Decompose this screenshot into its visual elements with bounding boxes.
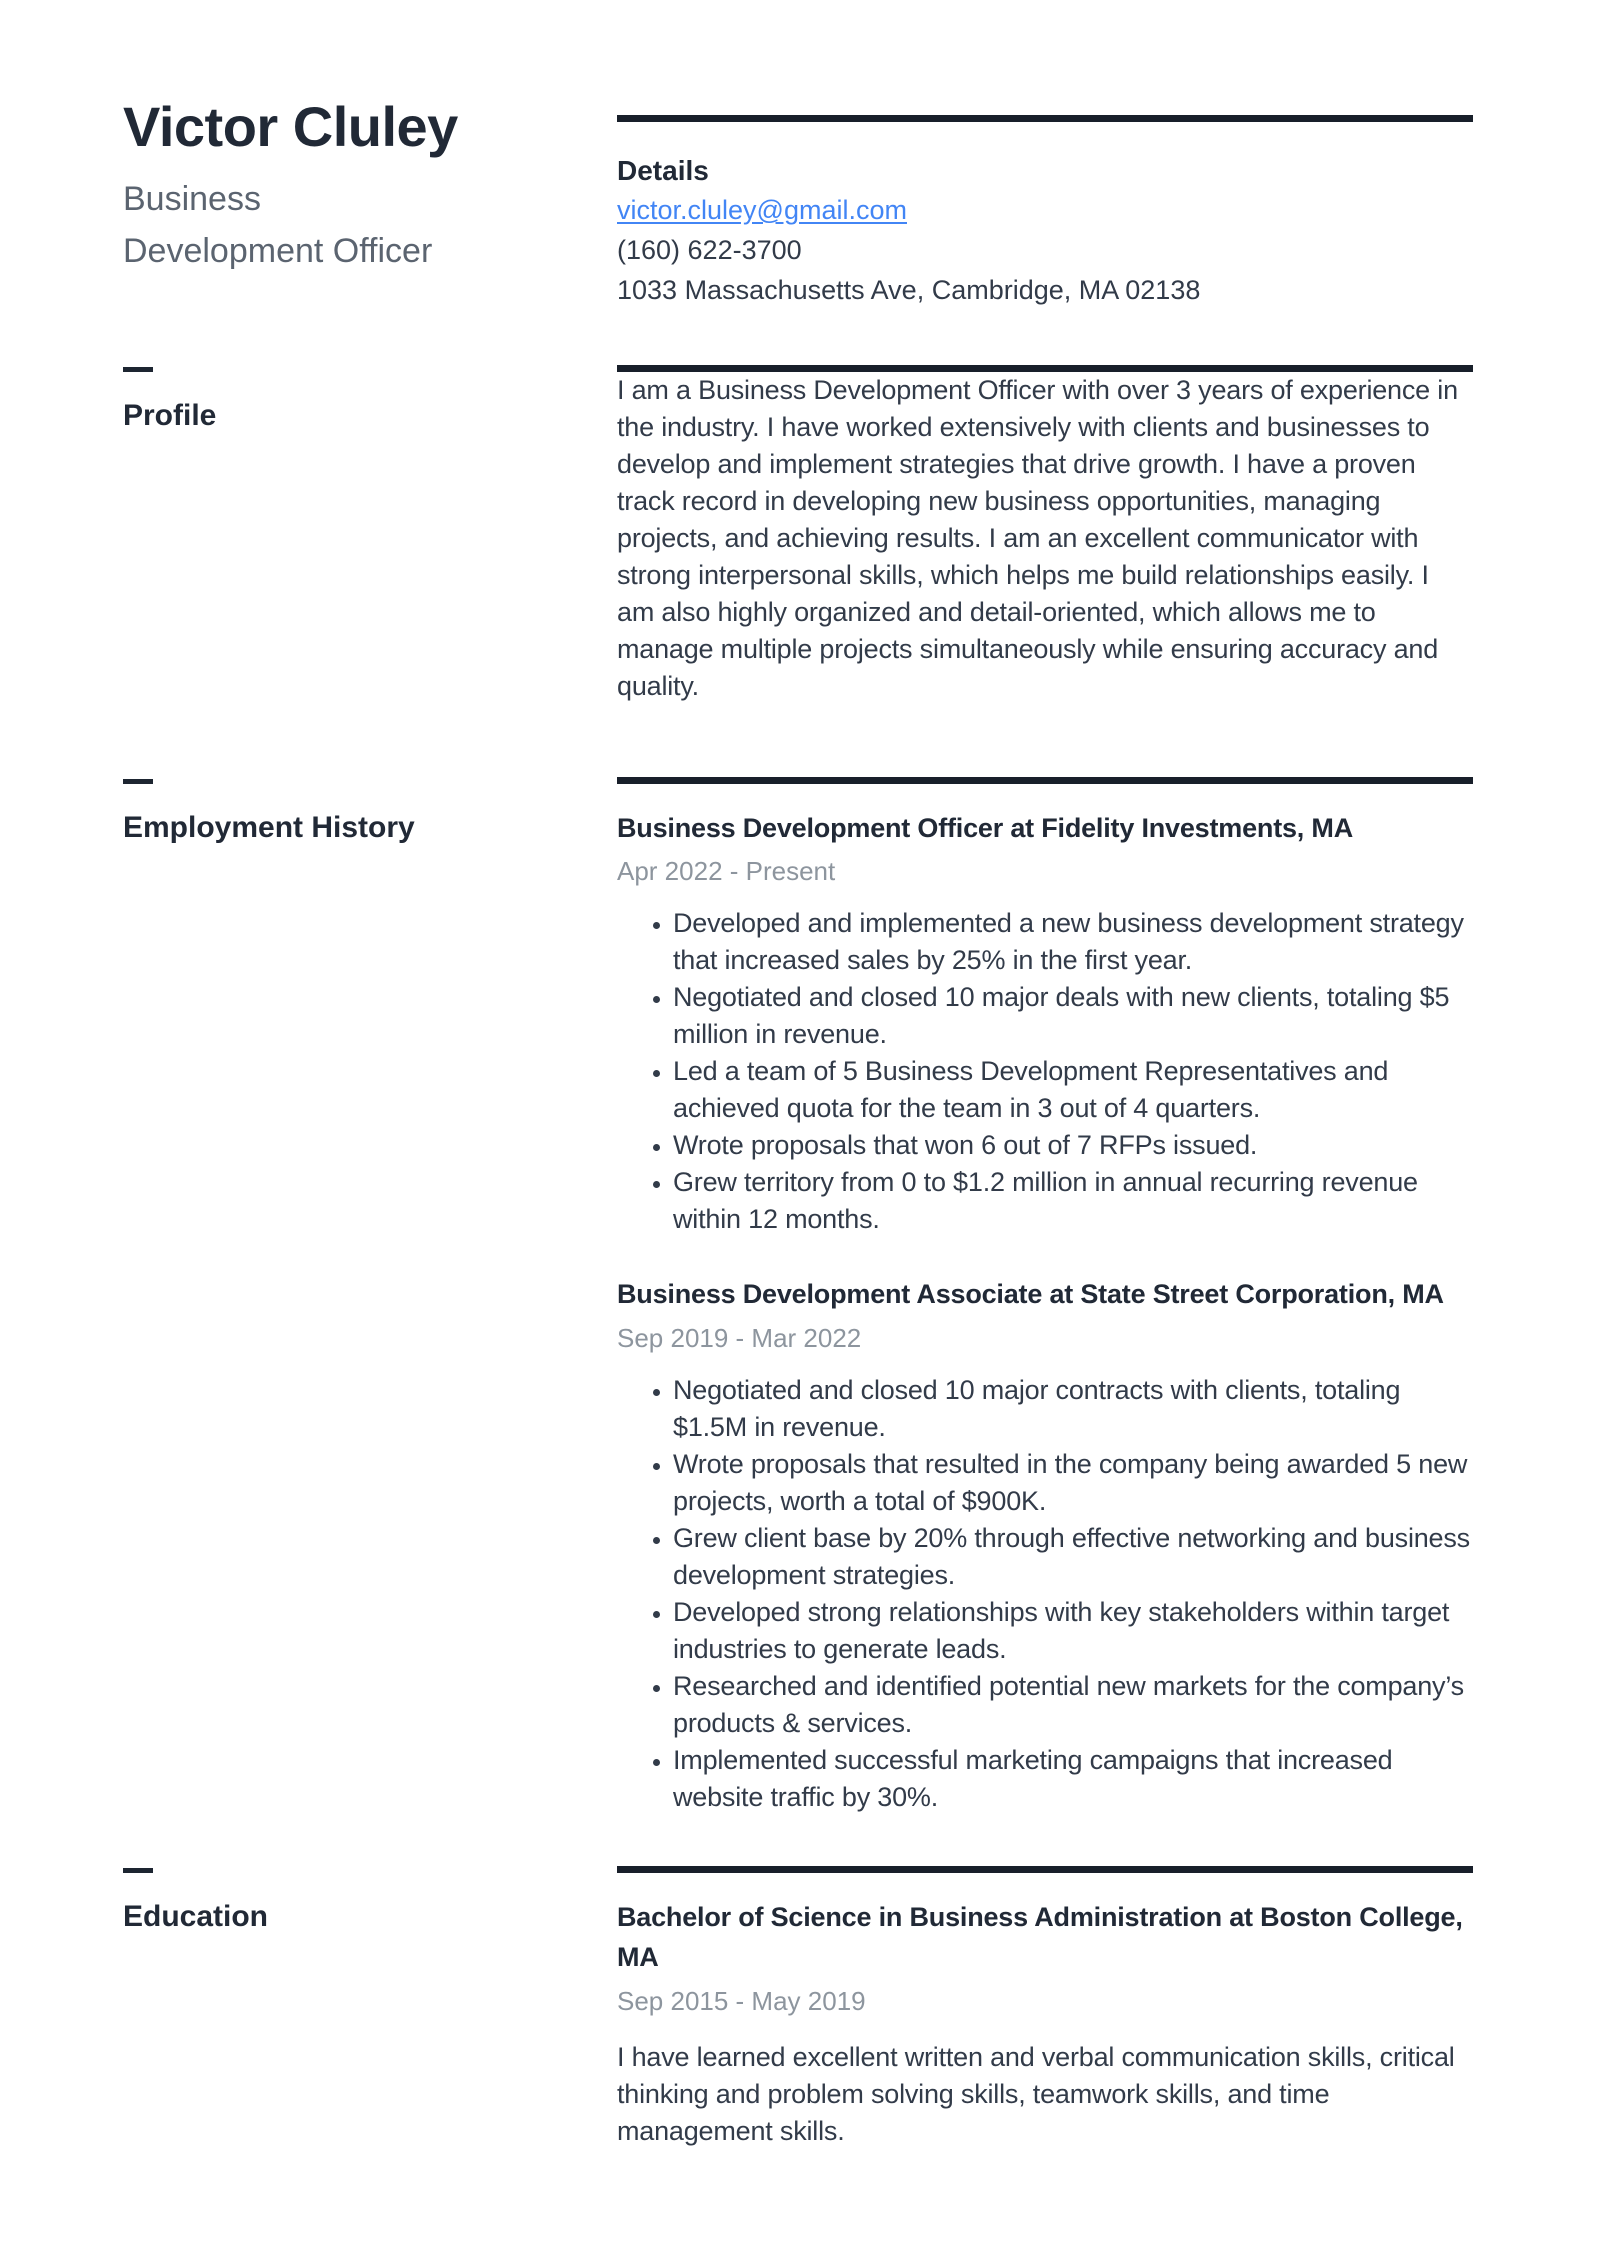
- degree-title: Bachelor of Science in Business Administration at Boston College, MA: [617, 1901, 1463, 1973]
- profile-heading: Profile: [123, 398, 217, 432]
- job-bullet: • Developed and implemented a new business development strategy that increased sales by 25% in the first year.: [673, 905, 1473, 979]
- job-title: Business Development Officer at Fidelity Investments, MA: [617, 812, 1353, 843]
- employment-content: [617, 777, 1473, 1816]
- section-separator-bar: [617, 115, 1473, 122]
- job-entry: [617, 1274, 1473, 1816]
- job-title: Business Development Associate at State Street Corporation, MA: [617, 1279, 1444, 1310]
- phone-line: (160) 622-3700: [617, 234, 802, 265]
- job-entry: [617, 808, 1473, 1239]
- section-separator-bar: [617, 365, 1473, 372]
- section-dash: [123, 367, 153, 372]
- person-job-title: Business Development Officer: [123, 179, 433, 271]
- email-link[interactable]: victor.cluley@gmail.com: [617, 194, 907, 225]
- education-label-block: [123, 1866, 494, 1935]
- job-bullet: • Grew client base by 20% through effective networking and business development strategies.: [673, 1520, 1473, 1594]
- employment-label-block: [123, 777, 494, 846]
- person-name: Victor Cluley: [123, 95, 458, 158]
- job-bullet: • Wrote proposals that won 6 out of 7 RFPs issued.: [673, 1127, 1473, 1164]
- email-line: [617, 190, 1473, 230]
- details-heading: Details: [617, 155, 709, 186]
- profile-section: [123, 365, 1473, 705]
- section-dash: [123, 1868, 153, 1873]
- section-separator-bar: [617, 1866, 1473, 1873]
- degree-dates: Sep 2015 - May 2019: [617, 1985, 866, 2016]
- job-bullet: • Negotiated and closed 10 major deals with new clients, totaling $5 million in revenue.: [673, 979, 1473, 1053]
- section-separator-bar: [617, 777, 1473, 784]
- job-bullet-list: [617, 905, 1473, 1238]
- job-bullet: • Grew territory from 0 to $1.2 million in annual recurring revenue within 12 months.: [673, 1164, 1473, 1238]
- job-bullet: • Negotiated and closed 10 major contracts with clients, totaling $1.5M in revenue.: [673, 1372, 1473, 1446]
- job-bullet: • Wrote proposals that resulted in the company being awarded 5 new projects, worth a total of $900K.: [673, 1446, 1473, 1520]
- job-dates: Apr 2022 - Present: [617, 856, 836, 887]
- profile-content: [617, 365, 1473, 705]
- name-block: [123, 96, 494, 278]
- details-block: [617, 96, 1473, 310]
- job-bullet: • Developed strong relationships with key stakeholders within target industries to generate leads.: [673, 1594, 1473, 1668]
- job-bullet-list: [617, 1372, 1473, 1816]
- education-section: [123, 1866, 1473, 2150]
- education-heading: Education: [123, 1899, 269, 1933]
- employment-section: [123, 777, 1473, 1816]
- job-bullet: • Researched and identified potential new markets for the company’s products & services.: [673, 1668, 1473, 1742]
- job-dates: Sep 2019 - Mar 2022: [617, 1322, 862, 1353]
- profile-label-block: [123, 365, 494, 434]
- education-text: I have learned excellent written and verbal communication skills, critical thinking and problem solving skills, teamwork skills, and time management skills.: [617, 2042, 1455, 2147]
- job-bullet: • Led a team of 5 Business Development Representatives and achieved quota for the team in 3 out of 4 quarters.: [673, 1053, 1473, 1127]
- education-content: [617, 1866, 1473, 2150]
- employment-heading: Employment History: [123, 810, 415, 844]
- section-dash: [123, 779, 153, 784]
- job-bullet: • Implemented successful marketing campaigns that increased website traffic by 30%.: [673, 1742, 1473, 1816]
- address-line: 1033 Massachusetts Ave, Cambridge, MA 02138: [617, 274, 1201, 305]
- profile-text: I am a Business Development Officer with over 3 years of experience in the industry. I have worked extensively with clients and businesses to develop and implement strategies that drive growth. I have a proven track record in developing new business opportunities, managing projects, and achieving results. I am an excellent communicator with strong interpersonal skills, which helps me build relationships easily. I am also highly organized and detail-oriented, which allows me to manage multiple projects simultaneously while ensuring accuracy and quality.: [617, 374, 1458, 701]
- header: [123, 96, 1473, 310]
